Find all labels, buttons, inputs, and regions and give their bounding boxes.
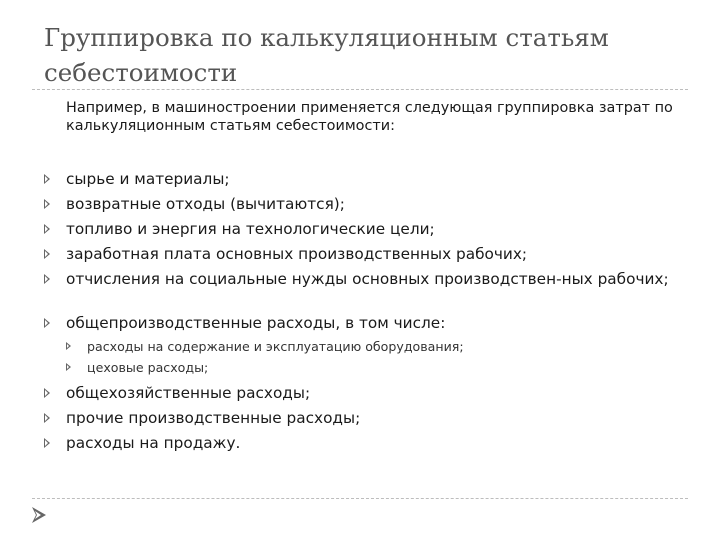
list-item-text: сырье и материалы; xyxy=(66,170,230,188)
list-item-text: общехозяйственные расходы; xyxy=(66,384,311,402)
intro-paragraph: Например, в машиностроении применяется следующая группировка затрат по калькуляционным статьям себестоимости: xyxy=(66,100,673,134)
list-item-text: возвратные отходы (вычитаются); xyxy=(66,195,345,213)
triangle-bullet-icon xyxy=(44,224,50,234)
corner-chevron-icon xyxy=(30,505,48,525)
list-item-text: заработная плата основных производственных рабочих; xyxy=(66,245,528,263)
list-item-text: прочие производственные расходы; xyxy=(66,409,361,427)
triangle-bullet-icon xyxy=(44,199,50,209)
sub-list-item-text: цеховые расходы; xyxy=(87,360,209,375)
list-item-text: топливо и энергия на технологические цели; xyxy=(66,220,435,238)
triangle-bullet-icon xyxy=(44,274,50,284)
triangle-bullet-icon xyxy=(66,363,71,371)
title-divider xyxy=(32,89,688,90)
triangle-bullet-icon xyxy=(44,249,50,259)
sub-list-item-text: расходы на содержание и эксплуатацию оборудования; xyxy=(87,339,464,354)
list-item-text: общепроизводственные расходы, в том числе: xyxy=(66,314,446,332)
triangle-bullet-icon xyxy=(44,438,50,448)
slide-title: Группировка по калькуляционным статьям себестоимости xyxy=(44,23,609,87)
triangle-bullet-icon xyxy=(44,174,50,184)
list-item-text: отчисления на социальные нужды основных производствен-ных рабочих; xyxy=(66,270,669,288)
footer-divider xyxy=(32,498,688,499)
list-item-text: расходы на продажу. xyxy=(66,434,241,452)
triangle-bullet-icon xyxy=(66,342,71,350)
triangle-bullet-icon xyxy=(44,413,50,423)
triangle-bullet-icon xyxy=(44,388,50,398)
triangle-bullet-icon xyxy=(44,318,50,328)
